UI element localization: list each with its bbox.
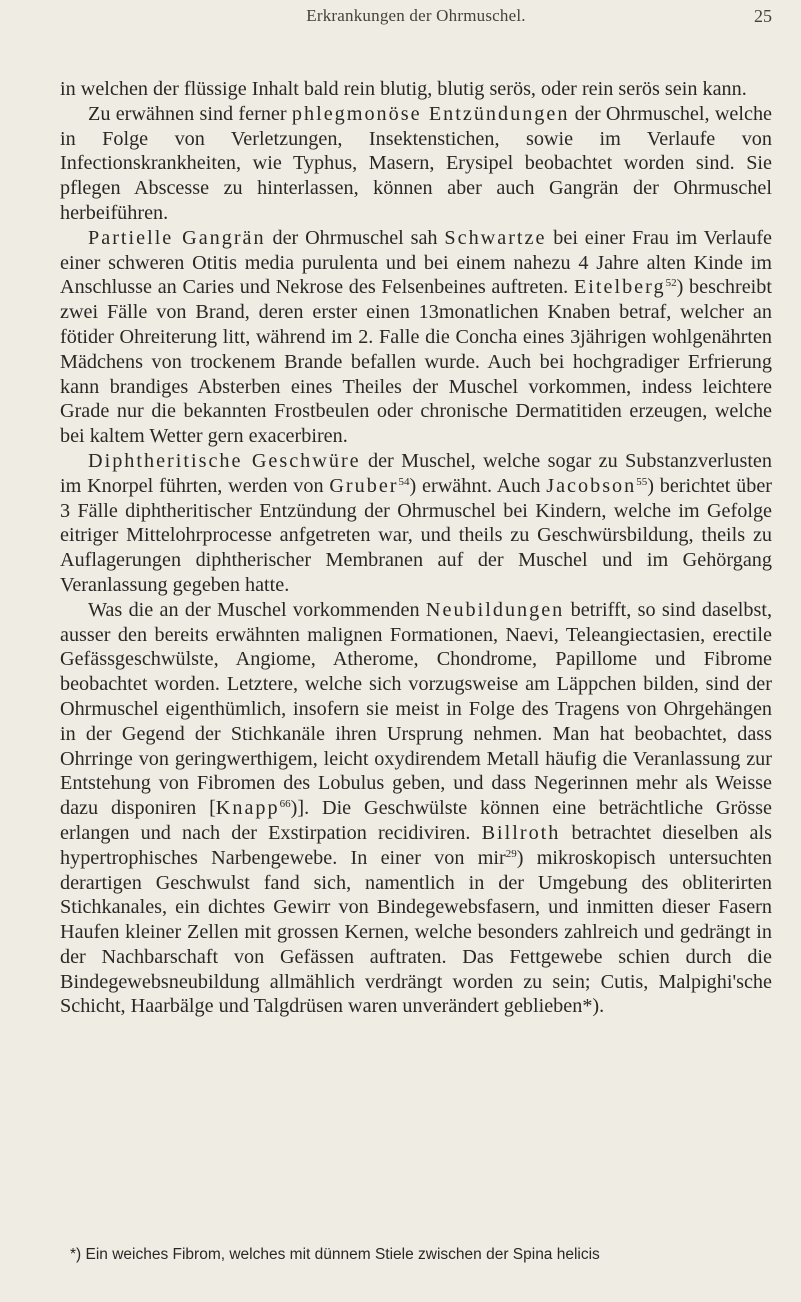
spaced-emphasis: Neubildungen: [425, 598, 565, 621]
reference-number: 66: [279, 798, 291, 811]
spaced-emphasis: Eitelberg: [573, 276, 666, 299]
text-run: Zu erwähnen sind ferner: [88, 102, 292, 125]
text-run: )]. Die Geschwülste können eine beträchtliche Grösse erlangen und nach der Exstirpation recidiviren.: [60, 797, 772, 844]
text-run: betrifft, so sind daselbst, ausser den bereits erwähnten malignen Formationen, Naevi, Teleangiectasien, erectile Gefässgeschwülste, Angiome, Atherome, Chondrome, Papillome und Fibrome beobachtet worden. Letztere, welche sich vorzugsweise am Läppchen bilden, sind der Ohrmuschel eigenthümlich, insofern sie meist in Folge des Tragens von Ohrgehängen in der Gegend der Stichkanäle ihren Ursprung nehmen. Man hat beobachtet, dass Ohrringe von geringwerthigem, leicht oxydirendem Metall häufig die Veranlassung zur Entstehung von Fibromen des Lobulus geben, und dass Negerinnen mehr als Weisse dazu disponiren [: [60, 598, 772, 820]
spaced-emphasis: Billroth: [481, 821, 561, 844]
text-run: der Ohrmuschel, welche in Folge von Verletzungen, Insektenstichen, sowie im Verlaufe von Infectionskrankheiten, wie Typhus, Masern, Erysipel beobachtet worden sind. Sie pflegen Abscesse zu hinterlassen, können aber auch Gangrän der Ohrmuschel herbeiführen.: [60, 102, 773, 224]
text-run: in welchen der flüssige Inhalt bald rein blutig, blutig serös, oder rein serös sein kann.: [60, 78, 747, 100]
footnote: *) Ein weiches Fibrom, welches mit dünnem Stiele zwischen der Spina helicis: [70, 1246, 600, 1263]
spaced-emphasis: phlegmonöse Entzündungen: [291, 102, 570, 125]
spaced-emphasis: Knapp: [215, 797, 280, 820]
paragraph: [60, 598, 772, 1020]
running-title: Erkrankungen der Ohrmuschel.: [306, 6, 526, 25]
spaced-emphasis: Jacobson: [546, 474, 637, 497]
text-run: bei einer Frau im Verlaufe einer schweren Otitis media purulenta und bei einem nahezu 4 Jahre alten Kinde im Anschlusse an Caries und Nekrose des Felsenbeines auftreten.: [60, 226, 773, 299]
text-run: ) erwähnt. Auch: [409, 474, 547, 497]
text-run: der Ohrmuschel sah: [265, 226, 445, 249]
spaced-emphasis: Gruber: [329, 474, 399, 497]
paragraph: [60, 226, 772, 449]
spaced-emphasis: Schwartze: [444, 226, 547, 249]
text-run: ) berichtet über 3 Fälle diphtheritischer Entzündung der Ohrmuschel bei Kindern, welche im Gefolge eitriger Mittelohrprocesse anfgetreten war, und theils zu Geschwürsbildung, theils zu Auflagerungen diphtherischer Membranen auf der Muschel und im Gehörgang Veranlassung gegeben hatte.: [60, 474, 772, 596]
text-run: ) mikroskopisch untersuchten derartigen Geschwulst fand sich, namentlich in der Umgebung des obliterirten Stichkanales, ein dichtes Gewirr von Bindegewebsfasern, und inmitten dieser Fasern Haufen kleiner Zellen mit grossen Kernen, welche besonders zahlreich und gedrängt in der Nachbarschaft von Gefässen auftraten. Das Fettgewebe schien durch die Bindegewebsneubildung allmählich verdrängt worden zu sein; Cutis, Malpighi'sche Schicht, Haarbälge und Talgdrüsen waren unverändert geblieben*).: [60, 846, 772, 1018]
body-text: [60, 77, 772, 1019]
reference-number: 52: [665, 277, 677, 290]
paragraph: [60, 77, 772, 102]
text-run: betrachtet dieselben als hypertrophisches Narbengewebe. In einer von mir: [60, 821, 772, 869]
running-head: [60, 6, 772, 36]
text-run: Was die an der Muschel vorkommenden: [88, 598, 426, 621]
reference-number: 54: [398, 475, 410, 488]
text-run: der Muschel, welche sogar zu Substanzverlusten im Knorpel führten, werden von: [60, 449, 772, 497]
page-number: 25: [754, 6, 772, 26]
paragraph: [60, 449, 772, 598]
spaced-emphasis: Diphtheritische Geschwüre: [88, 449, 361, 472]
text-run: ) beschreibt zwei Fälle von Brand, deren erster einen 13monatlichen Knaben betraf, welcher an fötider Ohreiterung litt, während im 2. Falle die Concha eines 3jährigen wohlgenährten Mädchens von trockenem Brande befallen wurde. Auch bei hochgradiger Erfrierung kann brandiges Absterben eines Theiles der Muschel vorkommen, indess leichtere Grade nur die bekannten Frostbeulen oder chronische Dermatitiden erzeugen, welche bei kaltem Wetter gern exacerbiren.: [60, 276, 772, 448]
spaced-emphasis: Partielle Gangrän: [88, 226, 266, 249]
reference-number: 29: [505, 847, 517, 860]
paragraph: [60, 102, 772, 226]
reference-number: 55: [636, 475, 648, 488]
